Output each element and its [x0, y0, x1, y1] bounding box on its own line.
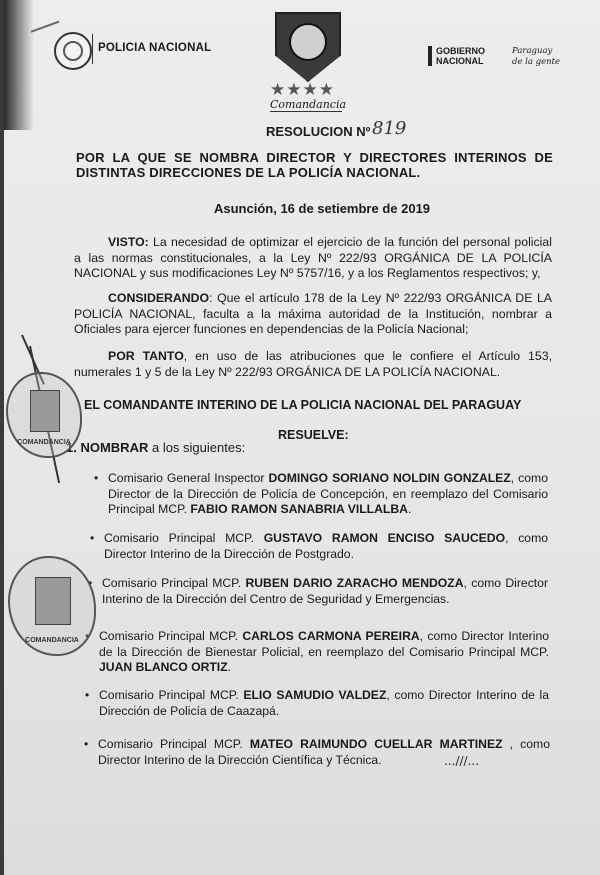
item-nombrar [66, 440, 245, 455]
appointment-rank: Comisario Principal MCP. [104, 531, 264, 545]
portanto-paragraph [74, 349, 552, 380]
emblem-caption: Comandancia [270, 98, 347, 111]
portanto-label: POR TANTO [108, 349, 184, 363]
stamp-text: COMANDANCIA [17, 439, 71, 446]
appointee-name: GUSTAVO RAMON ENCISO SAUCEDO [263, 531, 506, 545]
header-divider [92, 34, 93, 64]
appointment-rank: Comisario Principal MCP. [99, 688, 244, 702]
gov-name: GOBIERNO NACIONAL [436, 46, 486, 66]
police-shield-icon [275, 12, 341, 82]
resuelve-heading: RESUELVE: [278, 428, 349, 442]
visto-paragraph [74, 235, 552, 282]
resolution-number: 819 [372, 118, 407, 139]
appointment-item [90, 531, 549, 562]
considerando-text: : Que el artículo 178 de la Ley Nº 222/93 ORGÁNICA DE LA POLICÍA NACIONAL, faculta a la máxima autoridad de la Institución, nombrar a Oficiales para ejercer funciones en dependencias de la Policía Nacional; [74, 291, 552, 336]
appointee-name: RUBEN DARIO ZARACHO MENDOZA [245, 576, 464, 590]
resolution-subject: POR LA QUE SE NOMBRA DIRECTOR Y DIRECTORES INTERINOS DE DISTINTAS DIRECCIONES DE LA POLICÍA NACIONAL. [76, 150, 553, 180]
appointment-item [94, 471, 548, 518]
appointee-name: CARLOS CARMONA PEREIRA [242, 629, 420, 643]
appointee-name: MATEO RAIMUNDO CUELLAR MARTINEZ [249, 737, 503, 751]
gov-slogan: Paraguay de la gente [512, 46, 561, 67]
appointment-rank: Comisario General Inspector [108, 471, 269, 485]
appointment-item [85, 629, 550, 676]
item-text: a los siguientes: [148, 440, 246, 455]
gov-flag-icon [428, 46, 432, 66]
appointment-role: , como Director Interino de la Dirección de Postgrado. [104, 531, 549, 561]
appointee-name: DOMINGO SORIANO NOLDIN GONZALEZ [268, 471, 511, 485]
appointee-name: ELIO SAMUDIO VALDEZ [243, 688, 387, 702]
considerando-label: CONSIDERANDO [108, 291, 210, 305]
appointment-role: , como Director Interino de la Dirección de Bienestar Policial, en reemplazo del Comisario Principal MCP. [99, 629, 550, 659]
appointment-role: , como Director Interino de la Dirección Científica y Técnica. [98, 737, 550, 767]
appointment-role: , como Director Interino de la Dirección del Centro de Seguridad y Emergencias. [102, 576, 549, 606]
visto-label: VISTO: [108, 235, 149, 249]
replaced-name: JUAN BLANCO ORTIZ [99, 660, 228, 674]
bullet-icon: • [85, 629, 90, 643]
bullet-icon: • [90, 531, 95, 545]
appointment-end: . [227, 660, 232, 674]
official-stamp-icon [8, 556, 96, 656]
resolution-title: RESOLUCION Nº [266, 124, 371, 139]
portanto-text: , en uso de las atribuciones que le confiere el Artículo 153, numerales 1 y 5 de la Ley Nº 222/93 ORGÁNICA DE LA POLICÍA NACIONAL. [74, 349, 552, 379]
appointment-rank: Comisario Principal MCP. [98, 737, 250, 751]
rank-stars: ★★★★ [270, 80, 335, 99]
continuation-mark: ...///... [444, 754, 480, 768]
official-stamp-icon [6, 372, 82, 458]
replaced-name: FABIO RAMON SANABRIA VILLALBA [190, 502, 408, 516]
bullet-icon: • [84, 737, 89, 751]
appointment-rank: Comisario Principal MCP. [99, 629, 243, 643]
appointment-rank: Comisario Principal MCP. [102, 576, 246, 590]
appointment-item [84, 737, 550, 768]
bullet-icon: • [88, 576, 93, 590]
bullet-icon: • [94, 471, 99, 485]
item-number: 1. [66, 440, 77, 455]
appointment-role: , como Director Interino de la Dirección de Policía de Caazapá. [99, 688, 549, 718]
resolution-date: Asunción, 16 de setiembre de 2019 [214, 201, 431, 216]
bullet-icon: • [85, 688, 90, 702]
appointment-item [85, 688, 549, 719]
appointment-item [88, 576, 549, 607]
commander-heading: EL COMANDANTE INTERINO DE LA POLICIA NACIONAL DEL PARAGUAY [84, 398, 522, 412]
visto-text: La necesidad de optimizar el ejercicio de la función del personal policial a las normas constitucionales, a la Ley Nº 222/93 ORGÁNICA DE LA POLICÍA NACIONAL y sus modificaciones Ley Nº 5757/16, y a los Reglamentos respectivos; y, [74, 235, 552, 280]
appointment-role: , como Director de la Dirección de Policía de Concepción, en reemplazo del Comisario Principal MCP. [108, 471, 548, 516]
item-label: NOMBRAR [80, 440, 149, 455]
considerando-paragraph [74, 291, 552, 338]
national-seal-icon [54, 32, 92, 70]
stamp-text: COMANDANCIA [25, 637, 79, 644]
document-page [4, 0, 600, 875]
org-name: POLICIA NACIONAL [98, 42, 212, 54]
appointment-end: . [407, 502, 412, 516]
